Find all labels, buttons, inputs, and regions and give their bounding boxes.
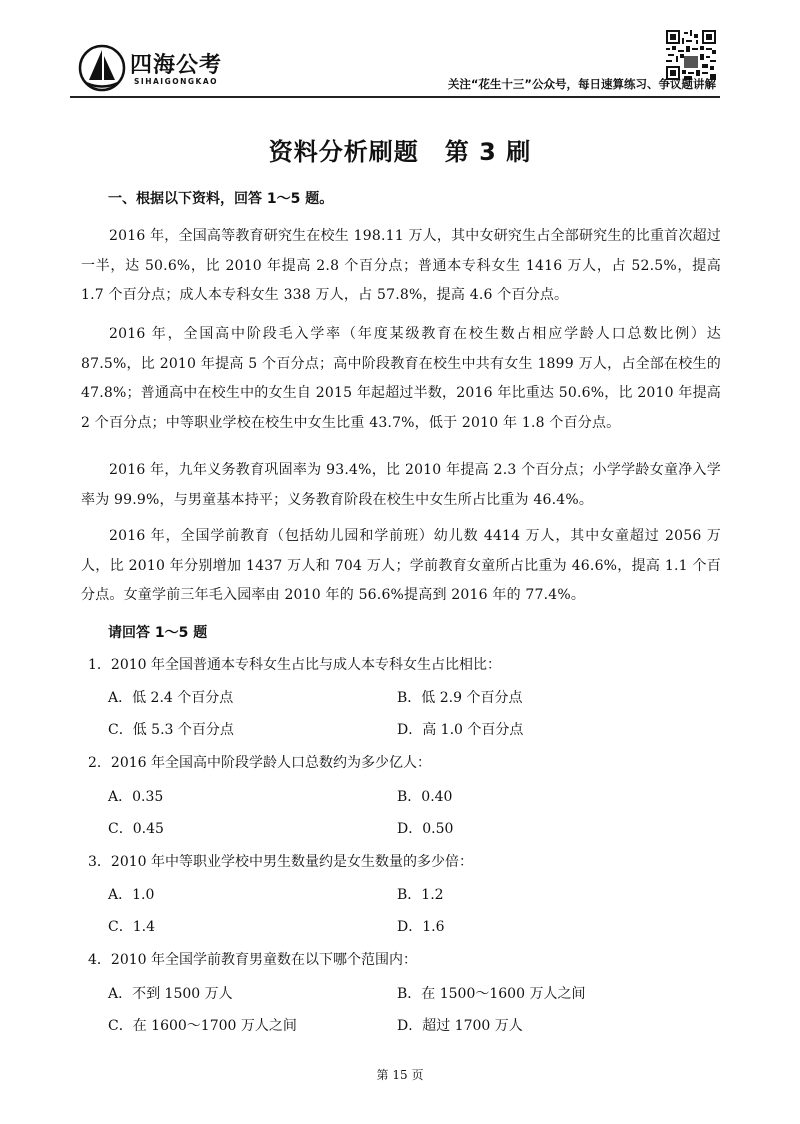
question-4-stem: 4．2010 年全国学前教育男童数在以下哪个范围内： bbox=[88, 952, 417, 968]
question-4-option-a: A．不到 1500 万人 bbox=[108, 986, 233, 1002]
logo-text: 四海公考 bbox=[130, 53, 223, 78]
question-4-option-c: C．在 1600～1700 万人之间 bbox=[108, 1018, 297, 1034]
page-number: 第 15 页 bbox=[376, 1068, 424, 1082]
questions-intro: 请回答 1～5 题 bbox=[108, 625, 208, 641]
question-1-option-b: B．低 2.9 个百分点 bbox=[397, 690, 523, 706]
passage-paragraph-2: 2016 年，全国高中阶段毛入学率（年度某级教育在校生数占相应学龄人口总数比例）达 87.5%，比 2010 年提高 5 个百分点；高中阶段教育在校生中共有女生 1899 万人，占全部在校生的 47.8%；普通高中在校生中的女生自 2015 年起超过半数，2016 年比重达 50.6%，比 2010 年提高 2 个百分点；中等职业学校在校生中女生比重 43.7%，低于 2010 年 1.8 个百分点。 bbox=[81, 326, 721, 431]
question-1-stem: 1．2010 年全国普通本专科女生占比与成人本专科女生占比相比： bbox=[88, 657, 501, 673]
passage-paragraph-3: 2016 年，九年义务教育巩固率为 93.4%，比 2010 年提高 2.3 个百分点；小学学龄女童净入学率为 99.9%，与男童基本持平；义务教育阶段在校生中女生所占比重为 46.4%。 bbox=[81, 462, 721, 508]
question-2-option-a: A．0.35 bbox=[108, 789, 164, 805]
passage-paragraph-4: 2016 年，全国学前教育（包括幼儿园和学前班）幼儿数 4414 万人，其中女童超过 2056 万人，比 2010 年分别增加 1437 万人和 704 万人；学前教育女童所占比重为 46.6%，提高 1.1 个百分点。女童学前三年毛入园率由 2010 年的 56.6%提高到 2016 年的 77.4%。 bbox=[81, 528, 721, 604]
question-3-option-c: C．1.4 bbox=[108, 919, 155, 935]
question-2-stem: 2．2016 年全国高中阶段学龄人口总数约为多少亿人： bbox=[88, 755, 431, 771]
page-header bbox=[0, 0, 800, 100]
question-2-option-b: B．0.40 bbox=[397, 789, 453, 805]
question-2-option-c: C．0.45 bbox=[108, 821, 164, 837]
passage-paragraph-1: 2016 年，全国高等教育研究生在校生 198.11 万人，其中女研究生占全部研究生的比重首次超过一半，达 50.6%，比 2010 年提高 2.8 个百分点；普通本专科女生 1416 万人，占 52.5%，提高 1.7 个百分点；成人本专科女生 338 万人，占 57.8%，提高 4.6 个百分点。 bbox=[81, 228, 721, 304]
question-3-option-b: B．1.2 bbox=[397, 887, 444, 903]
brand-logo bbox=[78, 44, 258, 96]
question-3-option-a: A．1.0 bbox=[108, 887, 155, 903]
header-divider bbox=[70, 96, 720, 98]
logo-subtext: SIHAIGONGKAO bbox=[134, 77, 219, 86]
question-2-option-d: D．0.50 bbox=[397, 821, 454, 837]
section-heading: 一、根据以下资料，回答 1～5 题。 bbox=[108, 191, 334, 207]
question-3-stem: 3．2010 年中等职业学校中男生数量约是女生数量的多少倍： bbox=[88, 854, 473, 870]
qr-code-icon bbox=[666, 30, 716, 80]
page-title bbox=[0, 132, 800, 167]
sailboat-logo-icon bbox=[78, 44, 126, 92]
question-1-option-a: A．低 2.4 个百分点 bbox=[108, 690, 234, 706]
question-3-option-d: D．1.6 bbox=[397, 919, 445, 935]
question-1-option-c: C．低 5.3 个百分点 bbox=[108, 722, 234, 738]
question-4-option-b: B．在 1500～1600 万人之间 bbox=[397, 986, 586, 1002]
header-note: 关注“花生十三”公众号，每日速算练习、争议题讲解 bbox=[447, 77, 716, 91]
question-4-option-d: D．超过 1700 万人 bbox=[397, 1018, 523, 1034]
title-main: 资料分析刷题 bbox=[268, 138, 419, 166]
question-1-option-d: D．高 1.0 个百分点 bbox=[397, 722, 524, 738]
title-sub: 第 3 刷 bbox=[444, 138, 532, 166]
